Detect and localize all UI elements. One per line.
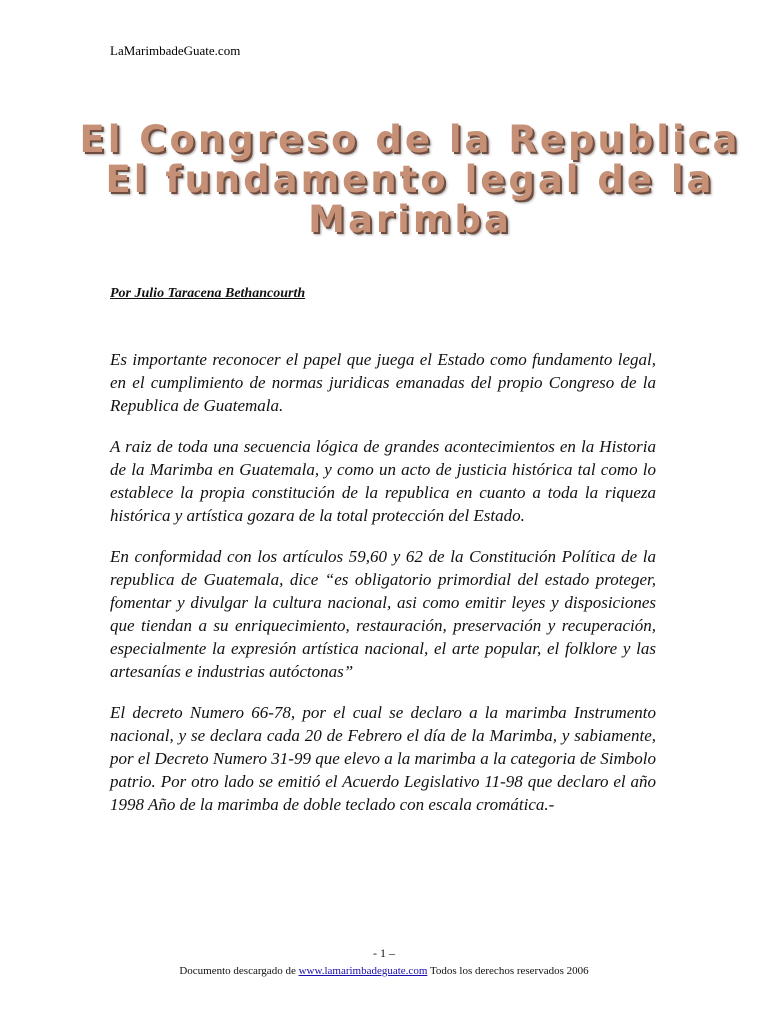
author-byline: Por Julio Taracena Bethancourth xyxy=(110,286,306,301)
document-title xyxy=(40,120,768,240)
footer-site-link[interactable]: www.lamarimbadeguate.com xyxy=(298,965,428,977)
paragraph-3: En conformidad con los artículos 59,60 y 62 de la Constitución Política de la republica de Guatemala, dice “es obligatorio primordial del estado proteger, fomentar y divulgar la cultura nacional, asi como emitir leyes y disposiciones que tiendan a su enriquecimiento, restauración, preservación y recuperación, especialmente la expresión artística nacional, el arte popular, el folklore y las artesanías e industrias autóctonas” xyxy=(110,547,656,681)
title-line-2: El fundamento legal de la xyxy=(105,158,715,201)
footer xyxy=(0,965,768,977)
site-header: LaMarimbadeGuate.com xyxy=(110,43,241,58)
paragraph-4: El decreto Numero 66-78, por el cual se declaro a la marimba Instrumento nacional, y se declara cada 20 de Febrero el día de la Marimba, y sabiamente, por el Decreto Numero 31-99 que elevo a la marimba a la categoria de Simbolo patrio. Por otro lado se emitió el Acuerdo Legislativo 11-98 que declaro el año 1998 Año de la marimba de doble teclado con escala cromática.- xyxy=(110,703,656,814)
footer-suffix: Todos los derechos reservados 2006 xyxy=(429,965,589,977)
paragraph-2: A raiz de toda una secuencia lógica de grandes acontecimientos en la Historia de la Marimba en Guatemala, y como un acto de justicia histórica tal como lo establece la propia constitución de la republica en cuanto a toda la riqueza histórica y artística gozara de la total protección del Estado. xyxy=(110,437,656,525)
title-line-3: Marimba xyxy=(308,198,512,241)
article-body xyxy=(110,348,656,834)
title-line-1: El Congreso de la Republica xyxy=(79,118,741,161)
page-number: - 1 – xyxy=(373,946,395,960)
footer-prefix: Documento descargado de xyxy=(179,965,296,977)
paragraph-1: Es importante reconocer el papel que juega el Estado como fundamento legal, en el cumplimiento de normas juridicas emanadas del propio Congreso de la Republica de Guatemala. xyxy=(110,350,656,415)
